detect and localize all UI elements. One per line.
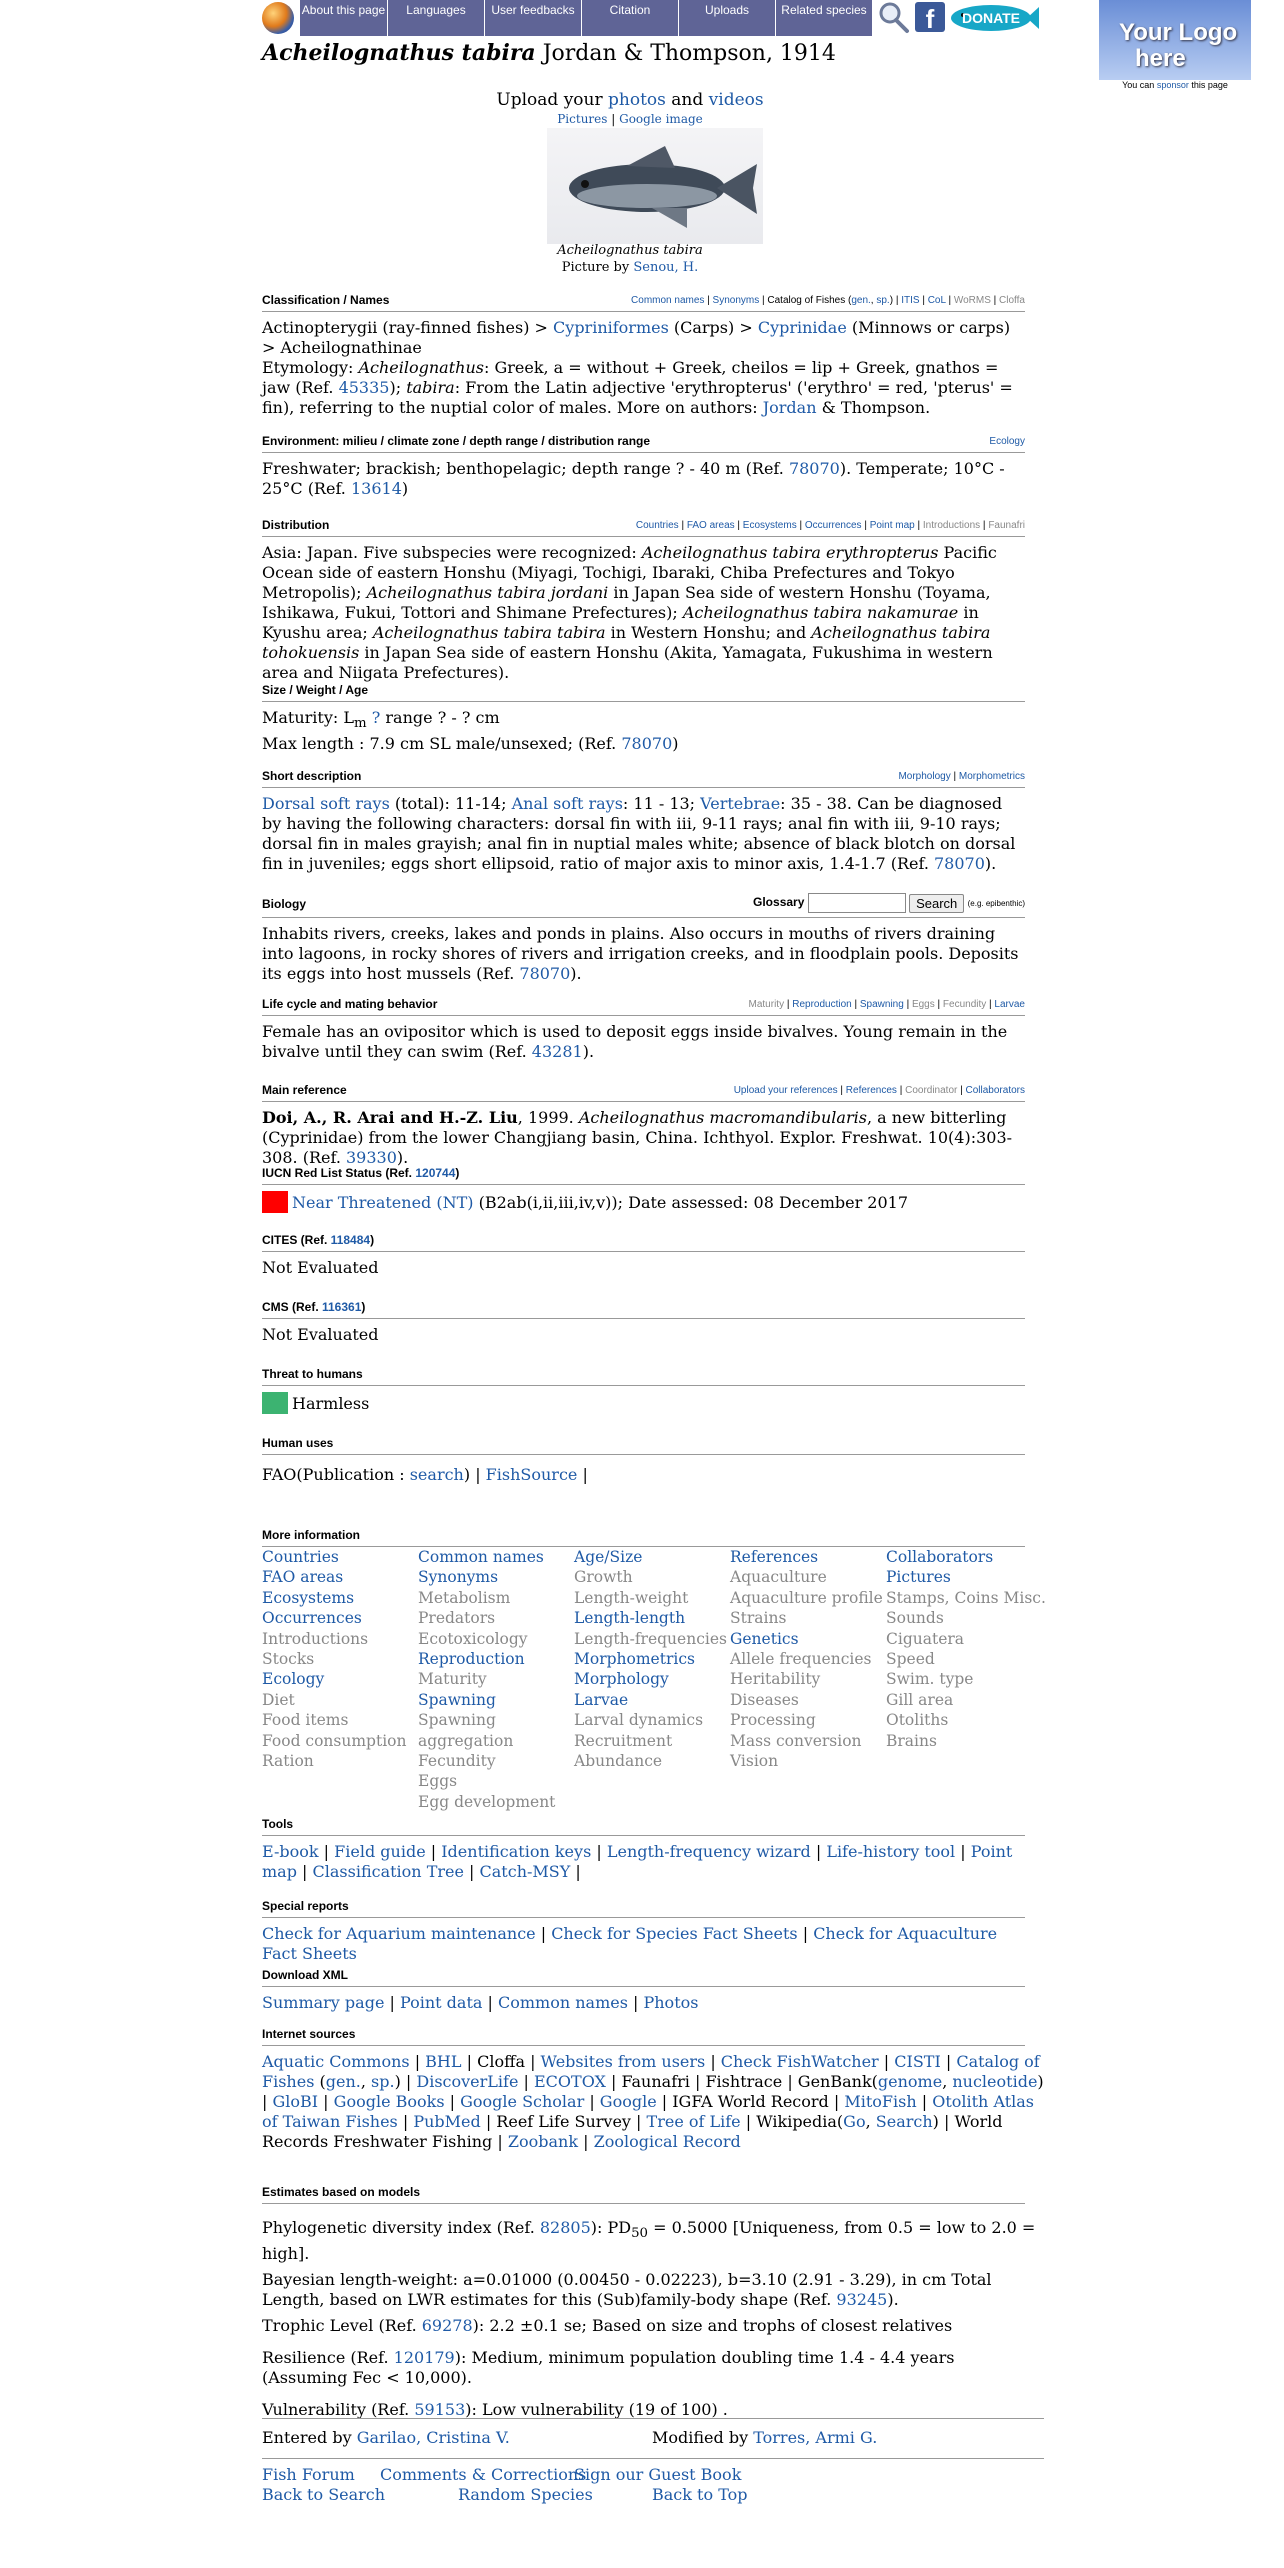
more-info-column bbox=[262, 1547, 406, 1771]
resilience: Resilience (Ref. 120179): Medium, minimum population doubling time 1.4 - 4.4 years (Assuming Fec < 10,000). bbox=[262, 2348, 955, 2388]
ref-link[interactable]: 120744 bbox=[415, 1166, 456, 1180]
discoverlife-link[interactable]: DiscoverLife bbox=[416, 2072, 519, 2091]
point-map-link[interactable]: Point map bbox=[869, 520, 915, 531]
tools-section bbox=[262, 1817, 1025, 1882]
maturity-link[interactable]: Maturity bbox=[748, 999, 785, 1010]
otolith-atlas-link[interactable]: Otolith Atlas of Taiwan Fishes bbox=[262, 2092, 1035, 2131]
more-info-stamps-coins-misc: Stamps, Coins Misc. bbox=[886, 1588, 1046, 1607]
bhl-link[interactable]: BHL bbox=[425, 2052, 462, 2071]
more-info-ecosystems-link[interactable]: Ecosystems bbox=[262, 1588, 355, 1607]
more-info-diet: Diet bbox=[262, 1690, 295, 1709]
more-info-brains: Brains bbox=[886, 1731, 937, 1750]
cloffa-link[interactable]: Cloffa bbox=[999, 295, 1025, 306]
more-info-aquaculture-profile: Aquaculture profile bbox=[730, 1588, 883, 1607]
classification-tree-link[interactable]: Classification Tree bbox=[312, 1862, 464, 1881]
more-information-section bbox=[262, 1528, 1046, 1817]
more-info-pictures-link[interactable]: Pictures bbox=[886, 1568, 951, 1587]
itis-link[interactable]: ITIS bbox=[901, 295, 920, 306]
more-info-countries-link[interactable]: Countries bbox=[262, 1548, 339, 1566]
section-heading: Size / Weight / Age bbox=[262, 683, 369, 697]
top-navigation bbox=[262, 0, 1039, 36]
larvae-link[interactable]: Larvae bbox=[994, 999, 1025, 1010]
faunafri-link[interactable]: Faunafri bbox=[988, 520, 1025, 531]
phylogenetic-diversity: Phylogenetic diversity index (Ref. 82805): $PD_{50} = 0.5000$ [Uniqueness, from 0.5 = low to 2.0 = high]. bbox=[262, 2218, 1036, 2264]
life-cycle-section: Life cycle and mating behavior Maturity | Reproduction | Spawning | Eggs | Fecundity | Larvae Female has an ovipositor which is used to deposit eggs inside bivalves. Young remain in the bivalve until they can swim (Ref. 43281). bbox=[262, 997, 1025, 1061]
section-heading: Download XML bbox=[262, 1968, 348, 1982]
section-heading: CMS (Ref. 116361) bbox=[262, 1300, 366, 1314]
countries-link[interactable]: Countries bbox=[635, 520, 679, 531]
more-info-morphology-link[interactable]: Morphology bbox=[574, 1670, 669, 1689]
e-book-link[interactable]: E-book bbox=[262, 1842, 319, 1861]
fao-areas-link[interactable]: FAO areas bbox=[686, 520, 735, 531]
sponsor-logo-box[interactable] bbox=[1099, 0, 1251, 80]
section-heading: Threat to humans bbox=[262, 1367, 363, 1381]
iucn-section bbox=[262, 1166, 1025, 1213]
main-reference-section: Main reference Upload your references | References | Coordinator | Collaborators Doi, A., R. Arai and H.-Z. Liu, 1999. Acheilognathus macromandibularis, a new bitterling (Cyprinidae) from the lower Changjiang basin, China. Ichthyol. Explor. Freshwat. 10(4):303-308. (Ref. 39330). bbox=[262, 1083, 1025, 1167]
ref-link[interactable]: 13614 bbox=[350, 479, 402, 498]
size-section bbox=[262, 683, 1025, 754]
more-info-aquaculture: Aquaculture bbox=[730, 1568, 827, 1587]
anal-soft-rays-link[interactable]: Anal soft rays bbox=[511, 794, 623, 813]
main-reference-text: Doi, A., R. Arai and H.-Z. Liu, 1999. Acheilognathus macromandibularis, a new bitterling (Cyprinidae) from the lower Changjiang basin, China. Ichthyol. Explor. Freshwat. 10(4):303-308. (Ref. 39330). bbox=[262, 1108, 1013, 1167]
glossary-input[interactable] bbox=[808, 893, 906, 913]
point-map-link[interactable]: Point map bbox=[262, 1842, 1013, 1881]
cisti-link[interactable]: CISTI bbox=[894, 2052, 941, 2071]
identification-keys-link[interactable]: Identification keys bbox=[441, 1842, 592, 1861]
dorsal-soft-rays-link[interactable]: Dorsal soft rays bbox=[262, 794, 390, 813]
more-info-ration: Ration bbox=[262, 1752, 314, 1771]
upload-references-link[interactable]: Upload your references bbox=[733, 1085, 838, 1096]
more-info-mass-conversion: Mass conversion bbox=[730, 1731, 862, 1750]
special-reports-list: Check for Aquarium maintenance | Check for Species Fact Sheets | Check for Aquaculture Fact Sheets bbox=[262, 1924, 998, 1963]
length-weight: Bayesian length-weight: a=0.01000 (0.00450 - 0.02223), b=3.10 (2.91 - 3.29), in cm Total Length, based on LWR estimates for this (Sub)family-body shape (Ref. 93245). bbox=[262, 2270, 992, 2310]
coordinator-link[interactable]: Coordinator bbox=[905, 1085, 958, 1096]
classification-text: Actinopterygii (ray-finned fishes) > Cypriniformes (Carps) > Cyprinidae (Minnows or carps) > Acheilognathinae Etymology: Acheilognathus: Greek, a = without + Greek, cheilos = lip + Greek, gnathos = jaw (Ref. 45335); tabira: From the Latin adjective 'erythropterus' ('erythro' = red, 'pterus' = fin), referring to the nuptial color of males. More on authors: Jordan & Thompson. bbox=[262, 318, 1013, 417]
section-heading: Life cycle and mating behavior bbox=[262, 997, 438, 1011]
more-info-vision: Vision bbox=[730, 1752, 779, 1771]
section-heading: Estimates based on models bbox=[262, 2185, 421, 2199]
more-info-column bbox=[886, 1547, 1046, 1751]
short-description-section: Short description Morphology | Morphometrics Dorsal soft rays (total): 11-14; Anal soft rays: 11 - 13; Vertebrae: 35 - 38. Can be diagnosed by having the following characters: dorsal fin with iii, 9-11 rays; anal fin with iii, 9-10 rays; dorsal fin in males grayish; anal fin in nuptial males white; absence of black blotch on dorsal fin in juveniles; eggs short ellipsoid, ratio of major axis to minor axis, 1.4-1.7 (Ref. 78070). bbox=[262, 769, 1025, 873]
logo-text: Your Logo here bbox=[1119, 19, 1238, 72]
back-to-top-link[interactable]: Back to Top bbox=[652, 2485, 748, 2504]
download-xml-section bbox=[262, 1968, 1025, 2013]
morphology-link[interactable]: Morphology bbox=[898, 771, 951, 782]
worms-link[interactable]: WoRMS bbox=[953, 295, 991, 306]
more-info-length-weight: Length-weight bbox=[574, 1588, 689, 1607]
more-info-spawning-aggregation: Spawning aggregation bbox=[418, 1711, 514, 1750]
summary-page-link[interactable]: Summary page bbox=[262, 1993, 385, 2012]
references-link[interactable]: References bbox=[845, 1085, 897, 1096]
entered-by: Entered by Garilao, Cristina V. bbox=[262, 2428, 510, 2447]
more-info-ciguatera: Ciguatera bbox=[886, 1629, 965, 1648]
ref-link[interactable]: 59153 bbox=[414, 2400, 466, 2420]
ref-link[interactable]: 78070 bbox=[788, 459, 840, 478]
download-xml-list: Summary page | Point data | Common names | Photos bbox=[262, 1993, 699, 2012]
distribution-section: Distribution Countries | FAO areas | Ecosystems | Occurrences | Point map | Introductions | Faunafri Asia: Japan. Five subspecies were recognized: Acheilognathus tabira erythropterus Pacific Ocean side of eastern Honshu (Miyagi, Tochigi, Ibaraki, Chiba Prefectures and Tokyo Metropolis); Acheilognathus tabira jordani in Japan Sea side of western Honshu (Toyama, Ishikawa, Fukui, Tottori and Shimane Prefectures); Acheilognathus tabira nakamurae in Kyushu area; Acheilognathus tabira tabira in Western Honshu; and Acheilognathus tabira tohokuensis in Japan Sea side of eastern Honshu (Akita, Yamagata, Fukushima in western area and Niigata Prefectures). bbox=[262, 518, 1025, 682]
google-books-link[interactable]: Google Books bbox=[333, 2092, 445, 2111]
google-link[interactable]: Google bbox=[599, 2092, 657, 2111]
life-cycle-text: Female has an ovipositor which is used to deposit eggs inside bivalves. Young remain in the bivalve until they can swim (Ref. 43281). bbox=[262, 1022, 1008, 1061]
nav-user-feedbacks[interactable]: User feedbacks bbox=[485, 0, 582, 36]
cof-sp-link[interactable]: sp. bbox=[876, 295, 890, 306]
more-info-growth: Growth bbox=[574, 1568, 633, 1587]
section-heading: Environment: milieu / climate zone / depth range / distribution range bbox=[262, 434, 651, 448]
threat-section bbox=[262, 1367, 1025, 1414]
vulnerability: Vulnerability (Ref. 59153): Low vulnerability (19 of 100) . bbox=[262, 2400, 728, 2420]
common-names-link[interactable]: Common names bbox=[497, 1993, 628, 2012]
section-heading: Special reports bbox=[262, 1899, 349, 1913]
google-image-link[interactable]: Google image bbox=[619, 112, 703, 126]
more-info-common-names-link[interactable]: Common names bbox=[418, 1548, 544, 1566]
more-info-food-consumption: Food consumption bbox=[262, 1731, 407, 1750]
more-info-predators: Predators bbox=[418, 1609, 496, 1628]
random-species-link[interactable]: Random Species bbox=[458, 2485, 593, 2504]
more-info-ecology-link[interactable]: Ecology bbox=[262, 1670, 325, 1689]
more-info-gill-area: Gill area bbox=[886, 1690, 954, 1709]
tools-list: E-book | Field guide | Identification keys | Length-frequency wizard | Life-history tool | Point map | Classification Tree | Catch-MSY | bbox=[262, 1842, 1013, 1881]
more-info-eggs: Eggs bbox=[418, 1772, 458, 1791]
threat-status: Harmless bbox=[262, 1386, 1025, 1414]
synonyms-link[interactable]: Synonyms bbox=[712, 295, 760, 306]
occurrences-link[interactable]: Occurrences bbox=[804, 520, 862, 531]
more-info-length-frequencies: Length-frequencies bbox=[574, 1629, 727, 1648]
photo-caption: Acheilognathus tabira Picture by Senou, H. bbox=[557, 243, 703, 275]
photographer-link[interactable]: Senou, H. bbox=[633, 260, 699, 275]
ref-link[interactable]: 45335 bbox=[338, 378, 390, 397]
wikipedia-search-link[interactable]: Search bbox=[875, 2112, 933, 2131]
more-info-reproduction-link[interactable]: Reproduction bbox=[418, 1650, 525, 1669]
more-info-occurrences-link[interactable]: Occurrences bbox=[262, 1609, 362, 1628]
more-info-introductions: Introductions bbox=[262, 1629, 369, 1648]
zoological-record-link[interactable]: Zoological Record bbox=[593, 2132, 741, 2151]
ref-link[interactable]: 93245 bbox=[836, 2290, 888, 2310]
collaborators-link[interactable]: Collaborators bbox=[965, 1085, 1025, 1096]
ref-link[interactable]: 78070 bbox=[519, 964, 571, 983]
ref-link[interactable]: 78070 bbox=[621, 734, 673, 754]
fao-search-link[interactable]: search bbox=[409, 1465, 464, 1484]
glossary-search-button[interactable]: Search bbox=[909, 894, 964, 913]
reef-life-text: Reef Life Survey bbox=[496, 2112, 631, 2131]
faunafri-text: Faunafri bbox=[621, 2072, 690, 2091]
cms-section bbox=[262, 1300, 1025, 1345]
fishwatcher-link[interactable]: Check FishWatcher bbox=[720, 2052, 879, 2071]
cof-gen-link[interactable]: gen. bbox=[851, 295, 871, 306]
ref-link[interactable]: 39330 bbox=[346, 1148, 397, 1167]
environment-section bbox=[262, 434, 1025, 499]
search-icon[interactable] bbox=[877, 0, 911, 34]
more-info-processing: Processing bbox=[730, 1711, 816, 1730]
iucn-status: Near Threatened (NT) (B2ab(i,ii,iii,iv,v)); Date assessed: 08 December 2017 bbox=[262, 1185, 1025, 1213]
distribution-text: Asia: Japan. Five subspecies were recognized: Acheilognathus tabira erythropterus Pacific Ocean side of eastern Honshu (Miyagi, Tochigi, Ibaraki, Chiba Prefectures and Tokyo Metropolis); Acheilognathus tabira jordani in Japan Sea side of western Honshu (Toyama, Ishikawa, Fukui, Tottori and Shimane Prefectures); Acheilognathus tabira nakamurae in Kyushu area; Acheilognathus tabira tabira in Western Honshu; and Acheilognathus tabira tohokuensis in Japan Sea side of eastern Honshu (Akita, Yamagata, Fukushima in western area and Niigata Prefectures). bbox=[262, 543, 997, 682]
nav-citation[interactable]: Citation bbox=[582, 0, 679, 36]
google-scholar-link[interactable]: Google Scholar bbox=[460, 2092, 585, 2111]
environment-text: Freshwater; brackish; benthopelagic; depth range ? - 40 m (Ref. 78070). Temperate; 10°C - 25°C (Ref. 13614) bbox=[262, 459, 1005, 498]
more-info-sounds: Sounds bbox=[886, 1609, 944, 1628]
internet-sources-section bbox=[262, 2027, 1044, 2152]
section-heading: Main reference bbox=[262, 1083, 347, 1097]
more-info-references-link[interactable]: References bbox=[730, 1548, 819, 1566]
common-names-link[interactable]: Common names bbox=[631, 295, 705, 306]
author-link[interactable]: Jordan bbox=[762, 398, 817, 417]
ref-link[interactable]: 120179 bbox=[393, 2348, 455, 2368]
cof-sp-link[interactable]: sp. bbox=[371, 2072, 395, 2091]
footer-divider bbox=[262, 2418, 1044, 2419]
classification-section bbox=[262, 293, 1025, 418]
fishsource-link[interactable]: FishSource bbox=[485, 1465, 578, 1484]
footer-divider bbox=[262, 2458, 1044, 2459]
catch-msy-link[interactable]: Catch-MSY bbox=[479, 1862, 571, 1881]
reproduction-link[interactable]: Reproduction bbox=[792, 999, 852, 1010]
cites-section bbox=[262, 1233, 1025, 1278]
more-info-collaborators-link[interactable]: Collaborators bbox=[886, 1548, 994, 1566]
more-info-food-items: Food items bbox=[262, 1711, 349, 1730]
mitofish-link[interactable]: MitoFish bbox=[844, 2092, 917, 2111]
check-for-aquaculture-fact-sheets-link[interactable]: Check for Aquaculture Fact Sheets bbox=[262, 1924, 998, 1963]
guest-book-link[interactable]: Sign our Guest Book bbox=[574, 2465, 742, 2484]
iucn-color-swatch bbox=[262, 1191, 288, 1213]
more-info-metabolism: Metabolism bbox=[418, 1588, 511, 1607]
species-photo[interactable] bbox=[547, 128, 763, 244]
donate-label: DONATE bbox=[961, 10, 1021, 26]
more-info-swim-type: Swim. type bbox=[886, 1670, 974, 1689]
trophic-level: Trophic Level (Ref. 69278): 2.2 ±0.1 se; Based on size and trophs of closest relatives bbox=[262, 2316, 953, 2336]
more-info-length-length-link[interactable]: Length-length bbox=[574, 1609, 686, 1628]
page-title: Acheilognathus tabira Jordan & Thompson, 1914 bbox=[262, 40, 836, 66]
modified-by: Modified by Torres, Armi G. bbox=[652, 2428, 878, 2447]
ref-link[interactable]: 118484 bbox=[330, 1233, 371, 1247]
ref-link[interactable]: 78070 bbox=[933, 854, 985, 873]
section-heading: Short description bbox=[262, 769, 362, 783]
pictures-link[interactable]: Pictures bbox=[557, 112, 608, 126]
life-history-tool-link[interactable]: Life-history tool bbox=[826, 1842, 956, 1861]
introductions-link[interactable]: Introductions bbox=[922, 520, 981, 531]
more-info-ecotoxicology: Ecotoxicology bbox=[418, 1629, 528, 1648]
human-uses-text: FAO(Publication : search) | FishSource | bbox=[262, 1465, 588, 1484]
classification-links: Common names | Synonyms | Catalog of Fishes (gen., sp.) | ITIS | CoL | WoRMS | Cloffa bbox=[631, 295, 1025, 306]
more-info-egg-development: Egg development bbox=[418, 1792, 556, 1811]
cms-text: Not Evaluated bbox=[262, 1325, 379, 1344]
ecosystems-link[interactable]: Ecosystems bbox=[742, 520, 797, 531]
ref-link[interactable]: 43281 bbox=[531, 1042, 583, 1061]
more-info-allele-frequencies: Allele frequencies bbox=[730, 1650, 872, 1669]
section-heading: CITES (Ref. 118484) bbox=[262, 1233, 375, 1247]
zoobank-link[interactable]: Zoobank bbox=[507, 2132, 579, 2151]
section-heading: Distribution bbox=[262, 518, 330, 532]
spawning-link[interactable]: Spawning bbox=[859, 999, 904, 1010]
threat-color-swatch bbox=[262, 1392, 288, 1414]
upload-media: Upload your photos and videos bbox=[496, 90, 764, 110]
section-heading: More information bbox=[262, 1528, 360, 1542]
more-info-spawning-link[interactable]: Spawning bbox=[418, 1690, 496, 1709]
family-link[interactable]: Cyprinidae bbox=[757, 318, 847, 337]
nav-about[interactable]: About this page bbox=[300, 0, 388, 36]
back-to-search-link[interactable]: Back to Search bbox=[262, 2485, 386, 2504]
section-heading: Classification / Names bbox=[262, 293, 390, 307]
globi-link[interactable]: GloBI bbox=[272, 2092, 319, 2111]
videos-link[interactable]: videos bbox=[708, 90, 764, 110]
biology-text: Inhabits rivers, creeks, lakes and ponds in plains. Also occurs in mouths of rivers draining into lagoons, in rocky shores of rivers and irrigation creeks, and in floodplain pools. Deposits its eggs into host mussels (Ref. 78070). bbox=[262, 924, 1019, 983]
vertebrae-link[interactable]: Vertebrae bbox=[700, 794, 781, 813]
igfa-text: IGFA World Record bbox=[672, 2092, 829, 2111]
cof-gen-link[interactable]: gen. bbox=[325, 2072, 361, 2091]
wikipedia-go-link[interactable]: Go bbox=[843, 2112, 866, 2131]
wrff-text: World Records Freshwater Fishing bbox=[262, 2112, 1003, 2151]
cites-text: Not Evaluated bbox=[262, 1258, 379, 1277]
more-info-heritability: Heritability bbox=[730, 1670, 821, 1689]
more-info-diseases: Diseases bbox=[730, 1690, 799, 1709]
col-link[interactable]: CoL bbox=[927, 295, 946, 306]
comments-corrections-link[interactable]: Comments & Corrections bbox=[380, 2465, 587, 2484]
more-info-genetics-link[interactable]: Genetics bbox=[730, 1629, 799, 1648]
biology-section bbox=[262, 893, 1025, 984]
glossary-label: Glossary bbox=[753, 895, 805, 910]
more-info-speed: Speed bbox=[886, 1650, 935, 1669]
check-for-aquarium-maintenance-link[interactable]: Check for Aquarium maintenance bbox=[262, 1924, 536, 1943]
morphometrics-link[interactable]: Morphometrics bbox=[958, 771, 1025, 782]
section-heading: Human uses bbox=[262, 1436, 334, 1450]
aquatic-commons-link[interactable]: Aquatic Commons bbox=[262, 2052, 410, 2071]
check-for-species-fact-sheets-link[interactable]: Check for Species Fact Sheets bbox=[551, 1924, 798, 1943]
human-uses-section bbox=[262, 1436, 1025, 1485]
iucn-status-link[interactable]: Near Threatened (NT) bbox=[292, 1193, 474, 1212]
fecundity-link[interactable]: Fecundity bbox=[942, 999, 987, 1010]
more-info-synonyms-link[interactable]: Synonyms bbox=[418, 1568, 499, 1587]
more-info-age-size-link[interactable]: Age/Size bbox=[574, 1548, 643, 1566]
fishtrace-text: Fishtrace bbox=[705, 2072, 783, 2091]
more-info-stocks: Stocks bbox=[262, 1650, 315, 1669]
more-info-fao-areas-link[interactable]: FAO areas bbox=[262, 1568, 344, 1587]
fishbase-globe-icon[interactable] bbox=[262, 2, 294, 34]
more-info-column bbox=[574, 1547, 727, 1771]
more-info-otoliths: Otoliths bbox=[886, 1711, 949, 1730]
more-info-larvae-link[interactable]: Larvae bbox=[574, 1690, 629, 1709]
size-text: Maturity: $L_m$ ? range ? - ? cm Max length : 7.9 cm SL male/unsexed; (Ref. 78070) bbox=[262, 708, 679, 754]
special-reports-section bbox=[262, 1899, 1025, 1964]
modified-by-link[interactable]: Torres, Armi G. bbox=[753, 2428, 878, 2447]
nav-related-species[interactable]: Related species bbox=[776, 0, 873, 36]
facebook-icon[interactable]: f bbox=[915, 2, 945, 32]
sponsor-link[interactable]: sponsor bbox=[1156, 80, 1189, 90]
ref-link[interactable]: 69278 bbox=[421, 2316, 473, 2336]
nav-uploads[interactable]: Uploads bbox=[679, 0, 776, 36]
photos-link[interactable]: photos bbox=[608, 90, 666, 110]
more-info-strains: Strains bbox=[730, 1609, 787, 1628]
field-guide-link[interactable]: Field guide bbox=[334, 1842, 426, 1861]
nucleotide-link[interactable]: nucleotide bbox=[952, 2072, 1038, 2091]
more-info-fecundity: Fecundity bbox=[418, 1752, 496, 1771]
ecology-link[interactable]: Ecology bbox=[989, 436, 1025, 447]
more-info-morphometrics-link[interactable]: Morphometrics bbox=[574, 1650, 695, 1669]
cloffa-text: Cloffa bbox=[477, 2052, 525, 2071]
websites-link[interactable]: Websites from users bbox=[540, 2052, 706, 2071]
internet-sources-list: Aquatic Commons | BHL | Cloffa | Websites from users | Check FishWatcher | CISTI | Catalog of Fishes (gen., sp.) | DiscoverLife | ECOTOX | Faunafri | Fishtrace | GenBank(genome, nucleotide) | GloBI | Google Books | Google Scholar | Google | IGFA World Record | MitoFish | Otolith Atlas of Taiwan Fishes | PubMed | Reef Life Survey | Tree of Life | Wikipedia(Go, Search) | World Records Freshwater Fishing | Zoobank | Zoological Record bbox=[262, 2052, 1044, 2151]
donate-button[interactable] bbox=[949, 3, 1039, 33]
point-data-link[interactable]: Point data bbox=[399, 1993, 483, 2012]
tree-of-life-link[interactable]: Tree of Life bbox=[646, 2112, 741, 2131]
photos-link[interactable]: Photos bbox=[643, 1993, 699, 2012]
catalog-of-fishes-link[interactable]: Catalog of Fishes bbox=[262, 2052, 1040, 2091]
section-heading: IUCN Red List Status (Ref. 120744) bbox=[262, 1166, 460, 1180]
short-description-text: Dorsal soft rays (total): 11-14; Anal soft rays: 11 - 13; Vertebrae: 35 - 38. Can be diagnosed by having the following characters: dorsal fin with iii, 9-11 rays; anal fin with iii, 9-10 rays; dorsal fin in males grayish; anal fin in nuptial males white; absence of black blotch on dorsal fin in juveniles; eggs short ellipsoid, ratio of major axis to minor axis, 1.4-1.7 (Ref. 78070). bbox=[262, 794, 1016, 873]
section-heading: Tools bbox=[262, 1817, 294, 1831]
section-heading: Biology bbox=[262, 897, 306, 911]
genome-link[interactable]: genome bbox=[877, 2072, 943, 2091]
more-information-grid bbox=[262, 1547, 1046, 1817]
order-link[interactable]: Cypriniformes bbox=[553, 318, 669, 337]
sponsor-note: You can sponsor this page bbox=[1122, 80, 1228, 90]
section-heading: Internet sources bbox=[262, 2027, 356, 2041]
ref-link[interactable]: 82805 bbox=[539, 2218, 591, 2237]
more-info-maturity: Maturity bbox=[418, 1670, 487, 1689]
entered-by-link[interactable]: Garilao, Cristina V. bbox=[356, 2428, 510, 2447]
more-info-abundance: Abundance bbox=[574, 1752, 663, 1771]
more-info-larval-dynamics: Larval dynamics bbox=[574, 1711, 704, 1730]
more-info-recruitment: Recruitment bbox=[574, 1731, 673, 1750]
nav-languages[interactable]: Languages bbox=[388, 0, 485, 36]
fish-forum-link[interactable]: Fish Forum bbox=[262, 2465, 355, 2484]
length-frequency-wizard-link[interactable]: Length-frequency wizard bbox=[606, 1842, 811, 1861]
ecotox-link[interactable]: ECOTOX bbox=[534, 2072, 606, 2091]
ref-link[interactable]: 116361 bbox=[322, 1300, 362, 1314]
estimates-text bbox=[262, 2204, 1044, 2420]
glossary-example: (e.g. epibenthic) bbox=[967, 899, 1025, 909]
picture-links: Pictures | Google image bbox=[557, 112, 703, 126]
eggs-link[interactable]: Eggs bbox=[911, 999, 935, 1010]
more-info-column bbox=[418, 1547, 558, 1812]
pubmed-link[interactable]: PubMed bbox=[413, 2112, 481, 2131]
estimates-section bbox=[262, 2185, 1044, 2420]
more-info-column bbox=[730, 1547, 883, 1771]
maturity-link[interactable]: ? bbox=[371, 708, 381, 727]
